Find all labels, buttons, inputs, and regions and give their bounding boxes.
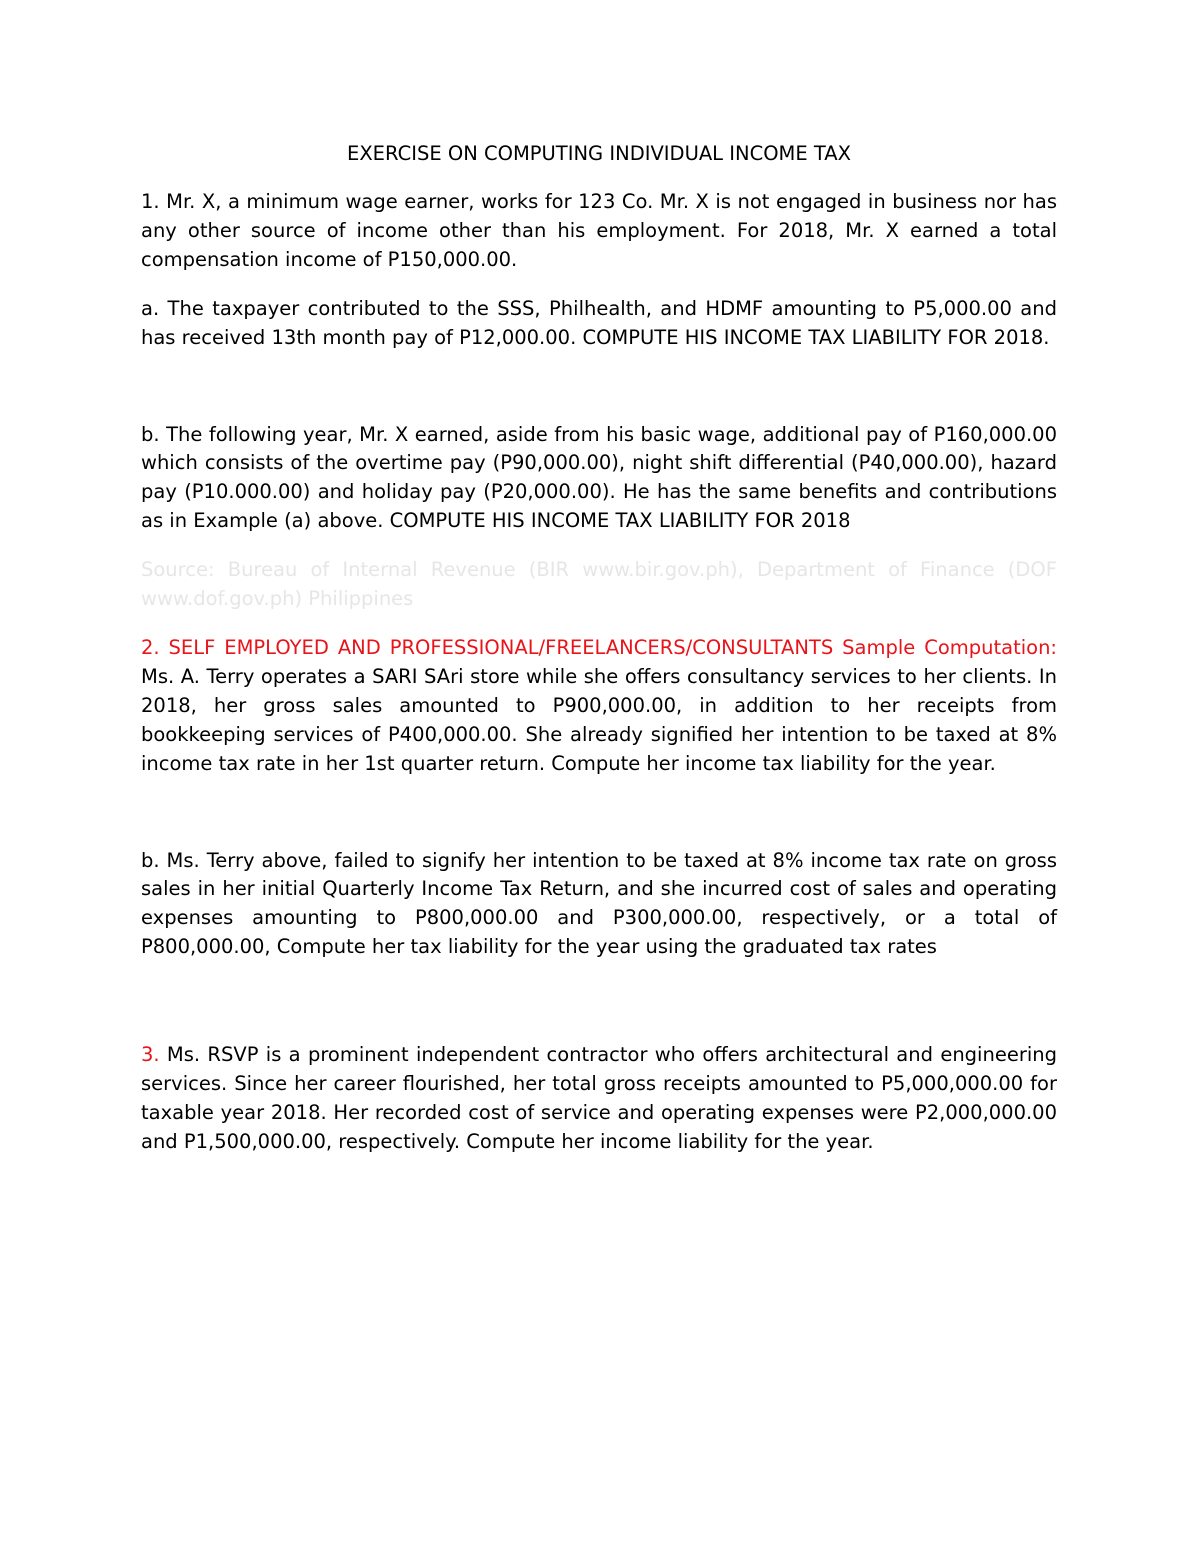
question-1: 1. Mr. X, a minimum wage earner, works for 123 Co. Mr. X is not engaged in business nor has any other source of income other than his employment. For 2018, Mr. X earned a total compensation income of P150,000.00. xyxy=(141,190,1057,271)
question-2-heading: 2. SELF EMPLOYED AND PROFESSIONAL/FREELANCERS/CONSULTANTS Sample Computation: xyxy=(141,635,1057,659)
question-3 xyxy=(141,1041,1057,1157)
source-citation: Source: Bureau of Internal Revenue (BIR www.bir.gov.ph), Department of Finance (DOF www.dof.gov.ph) Philippines xyxy=(141,558,1057,611)
question-1a: a. The taxpayer contributed to the SSS, Philhealth, and HDMF amounting to P5,000.00 and has received 13th month pay of P12,000.00. COMPUTE HIS INCOME TAX LIABILITY FOR 2018. xyxy=(141,296,1057,349)
document-title: EXERCISE ON COMPUTING INDIVIDUAL INCOME TAX xyxy=(347,142,851,165)
question-2b: b. Ms. Terry above, failed to signify her intention to be taxed at 8% income tax rate on gross sales in her initial Quarterly Income Tax Return, and she incurred cost of sales and operating expenses amounting to P800,000.00 and P300,000.00, respectively, or a total of P800,000.00, Compute her tax liability for the year using the graduated tax rates xyxy=(141,848,1057,959)
question-1b: b. The following year, Mr. X earned, aside from his basic wage, additional pay of P160,000.00 which consists of the overtime pay (P90,000.00), night shift differential (P40,000.00), hazard pay (P10.000.00) and holiday pay (P20,000.00). He has the same benefits and contributions as in Example (a) above. COMPUTE HIS INCOME TAX LIABILITY FOR 2018 xyxy=(141,422,1057,533)
question-3-number: 3. xyxy=(141,1043,160,1067)
question-3-text: Ms. RSVP is a prominent independent contractor who offers architectural and engineering services. Since her career flourished, her total gross receipts amounted to P5,000,000.00 for taxable year 2018. Her recorded cost of service and operating expenses were P2,000,000.00 and P1,500,000.00, respectively. Compute her income liability for the year. xyxy=(141,1043,1057,1153)
question-2 xyxy=(141,634,1057,779)
document-body xyxy=(141,140,1057,1157)
question-2-text: Ms. A. Terry operates a SARI SAri store while she offers consultancy services to her clients. In 2018, her gross sales amounted to P900,000.00, in addition to her receipts from bookkeeping services of P400,000.00. She already signified her intention to be taxed at 8% income tax rate in her 1st quarter return. Compute her income tax liability for the year. xyxy=(141,664,1057,775)
